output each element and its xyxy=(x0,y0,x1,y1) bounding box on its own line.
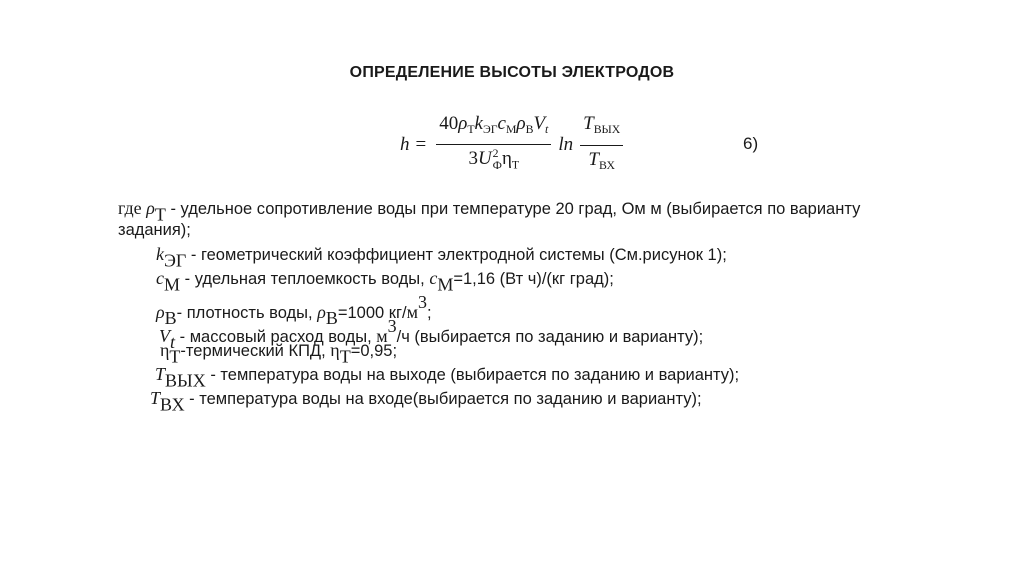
page-title: ОПРЕДЕЛЕНИЕ ВЫСОТЫ ЭЛЕКТРОДОВ xyxy=(349,64,675,81)
formula-lhs: h xyxy=(400,134,410,155)
formula-ln: ln xyxy=(558,134,574,155)
definition-t-out: $T_{ВЫХ}$ - температура воды на выходе (выбирается по заданию и варианту); xyxy=(155,364,740,391)
definition-k: $k_{ЭГ}$ - геометрический коэффициент электродной системы (См.рисунок 1); xyxy=(156,244,727,271)
definition-v: $V_t$ - массовый расход воды, $м^3/ч$ (выбирается по заданию и варианту); xyxy=(159,316,704,353)
main-numerator: $40\rho_Тk_{ЭГ}c_М\rho_ВV_t$ xyxy=(436,113,551,145)
temp-numerator: $T_{ВЫХ}$ xyxy=(580,113,623,145)
height-formula xyxy=(400,114,627,176)
equation-number: 6) xyxy=(743,134,759,153)
definition-rho-continued: задания); xyxy=(118,221,191,239)
temperature-fraction xyxy=(580,113,623,176)
definition-rho-b: $\rho_В-$ плотность воды, $\rho_В=1000$ $кг/м^3$; xyxy=(156,292,432,329)
definition-c: $c_М$ - удельная теплоемкость воды, $c_М=1,16$ (Вт ч)/(кг град); xyxy=(156,268,614,295)
definition-eta: $\eta_Т$-термический КПД, $\eta_Т=0,95$; xyxy=(160,340,398,367)
main-fraction xyxy=(436,113,551,176)
temp-denominator: $T_{ВХ}$ xyxy=(588,148,616,172)
formula-equals: = xyxy=(415,134,427,155)
definition-rho: где $\rho_Т$ - удельное сопротивление воды при температуре 20 град, Ом м (выбирается по варианту xyxy=(118,198,861,225)
main-denominator: 3U 2 Ф $\eta_Т$ xyxy=(468,147,520,173)
definition-t-in: $T_{ВХ}$ - температура воды на входе(выбирается по заданию и варианту); xyxy=(150,388,702,415)
